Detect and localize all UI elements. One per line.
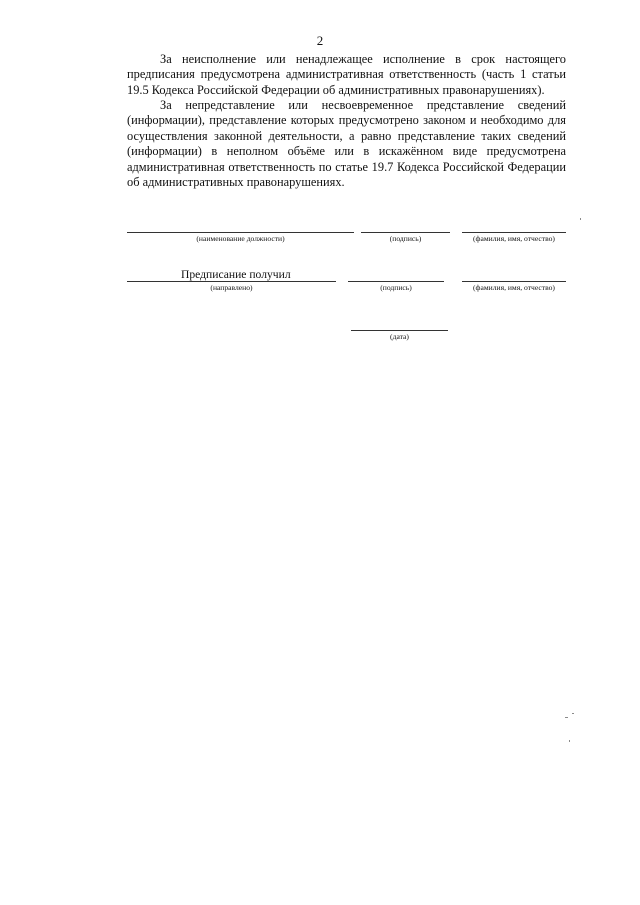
scan-artifact	[569, 740, 570, 742]
position-line	[127, 232, 354, 233]
liability-paragraph-2: За непредставление или несвоевременное представление сведений (информации), представление которых предусмотрено законом и необходимо для осуществления законной деятельности, а равно представление таких сведений (информации) в неполном объёме или в искажённом виде предусмотрена административная ответственность по статье 19.7 Кодекса Российской Федерации об административных правонарушениях.	[127, 98, 566, 190]
name-line-2	[462, 281, 566, 282]
name-caption-2: (фамилия, имя, отчество)	[473, 283, 555, 292]
scan-artifact	[565, 717, 568, 718]
sent-line	[127, 281, 336, 282]
position-caption: (наименование должности)	[196, 234, 285, 243]
scan-artifact	[580, 218, 581, 220]
sent-caption: (направлено)	[210, 283, 253, 292]
date-line	[351, 330, 448, 331]
page-number: 2	[316, 33, 324, 48]
name-line-1	[462, 232, 566, 233]
signature-caption-1: (подпись)	[389, 234, 422, 243]
liability-paragraph-1: За неисполнение или ненадлежащее исполнение в срок настоящего предписания предусмотрена административная ответственность (часть 1 статьи 19.5 Кодекса Российской Федерации об административных правонарушениях).	[127, 52, 566, 97]
signature-caption-2: (подпись)	[380, 283, 412, 292]
name-caption-1: (фамилия, имя, отчество)	[473, 234, 555, 243]
signature-line-2	[348, 281, 444, 282]
signature-line-1	[361, 232, 450, 233]
date-caption: (дата)	[390, 332, 409, 341]
received-label: Предписание получил	[181, 268, 291, 281]
scan-artifact	[572, 713, 574, 714]
